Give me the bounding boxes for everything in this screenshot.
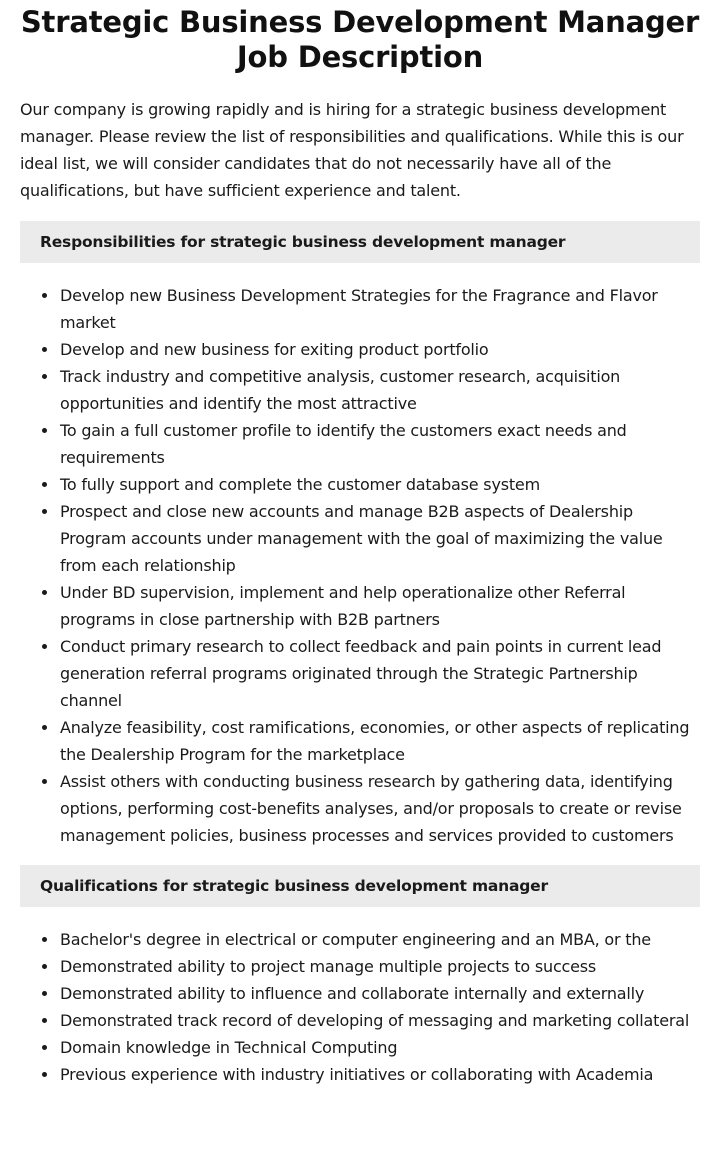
list-item: Assist others with conducting business research by gathering data, identifying options, performing cost-benefits analyses, and/or proposals to create or revise management policies, business processes and services provided to customers xyxy=(60,768,700,849)
intro-paragraph: Our company is growing rapidly and is hiring for a strategic business development manager. Please review the list of responsibilities and qualifications. While this is our ideal list, we will consider candidates that do not necessarily have all of the qualifications, but have sufficient experience and talent. xyxy=(20,100,684,200)
list-item: Develop new Business Development Strategies for the Fragrance and Flavor market xyxy=(60,282,700,336)
responsibilities-list xyxy=(20,282,700,849)
list-item: Domain knowledge in Technical Computing xyxy=(60,1034,700,1061)
page-title: Strategic Business Development Manager Job Description xyxy=(20,5,700,74)
list-item: Bachelor's degree in electrical or computer engineering and an MBA, or the xyxy=(60,926,700,953)
list-item: Conduct primary research to collect feedback and pain points in current lead generation referral programs originated through the Strategic Partnership channel xyxy=(60,633,700,714)
list-item: Under BD supervision, implement and help operationalize other Referral programs in close partnership with B2B partners xyxy=(60,579,700,633)
list-item: Analyze feasibility, cost ramifications, economies, or other aspects of replicating the Dealership Program for the marketplace xyxy=(60,714,700,768)
list-item: Track industry and competitive analysis, customer research, acquisition opportunities and identify the most attractive xyxy=(60,363,700,417)
list-item: Develop and new business for exiting product portfolio xyxy=(60,336,700,363)
list-item: To fully support and complete the customer database system xyxy=(60,471,700,498)
list-item: Prospect and close new accounts and manage B2B aspects of Dealership Program accounts under management with the goal of maximizing the value from each relationship xyxy=(60,498,700,579)
list-item: Demonstrated track record of developing of messaging and marketing collateral xyxy=(60,1007,700,1034)
list-item: Demonstrated ability to influence and collaborate internally and externally xyxy=(60,980,700,1007)
qualifications-heading: Qualifications for strategic business development manager xyxy=(20,865,700,907)
list-item: Previous experience with industry initiatives or collaborating with Academia xyxy=(60,1061,700,1088)
list-item: Demonstrated ability to project manage multiple projects to success xyxy=(60,953,700,980)
responsibilities-heading: Responsibilities for strategic business development manager xyxy=(20,221,700,263)
list-item: To gain a full customer profile to identify the customers exact needs and requirements xyxy=(60,417,700,471)
qualifications-list xyxy=(20,926,700,1088)
